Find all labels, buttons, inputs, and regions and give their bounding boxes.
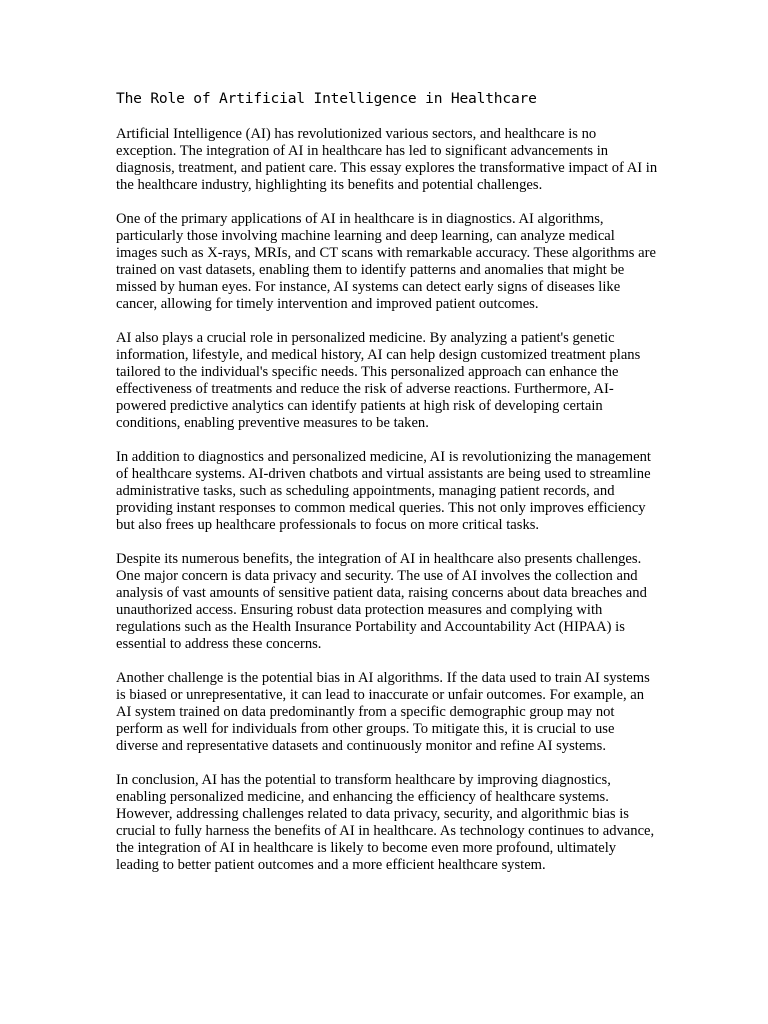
paragraph-healthcare-management: In addition to diagnostics and personalized medicine, AI is revolutionizing the management of healthcare systems. AI-driven chatbots and virtual assistants are being used to streamline administrative tasks, such as scheduling appointments, managing patient records, and providing instant responses to common medical queries. This not only improves efficiency but also frees up healthcare professionals to focus on more critical tasks. [116,449,651,533]
document-title: The Role of Artificial Intelligence in Healthcare [116,90,537,107]
paragraph-diagnostics: One of the primary applications of AI in healthcare is in diagnostics. AI algorithms, particularly those involving machine learning and deep learning, can analyze medical images such as X-rays, MRIs, and CT scans with remarkable accuracy. These algorithms are trained on vast datasets, enabling them to identify patterns and anomalies that might be missed by human eyes. For instance, AI systems can detect early signs of diseases like cancer, allowing for timely intervention and improved patient outcomes. [116,211,656,312]
document-body [116,88,658,891]
paragraph-algorithmic-bias: Another challenge is the potential bias in AI algorithms. If the data used to train AI systems is biased or unrepresentative, it can lead to inaccurate or unfair outcomes. For example, an AI system trained on data predominantly from a specific demographic group may not perform as well for individuals from other groups. To mitigate this, it is crucial to use diverse and representative datasets and continuously monitor and refine AI systems. [116,670,650,754]
paragraph-data-privacy: Despite its numerous benefits, the integration of AI in healthcare also presents challenges. One major concern is data privacy and security. The use of AI involves the collection and analysis of vast amounts of sensitive patient data, raising concerns about data breaches and unauthorized access. Ensuring robust data protection measures and complying with regulations such as the Health Insurance Portability and Accountability Act (HIPAA) is essential to address these concerns. [116,551,647,652]
paragraph-personalized-medicine: AI also plays a crucial role in personalized medicine. By analyzing a patient's genetic information, lifestyle, and medical history, AI can help design customized treatment plans tailored to the individual's specific needs. This personalized approach can enhance the effectiveness of treatments and reduce the risk of adverse reactions. Furthermore, AI-powered predictive analytics can identify patients at high risk of developing certain conditions, enabling preventive measures to be taken. [116,330,641,431]
paragraph-conclusion: In conclusion, AI has the potential to transform healthcare by improving diagnostics, enabling personalized medicine, and enhancing the efficiency of healthcare systems. However, addressing challenges related to data privacy, security, and algorithmic bias is crucial to fully harness the benefits of AI in healthcare. As technology continues to advance, the integration of AI in healthcare is likely to become even more profound, ultimately leading to better patient outcomes and a more efficient healthcare system. [116,772,655,873]
paragraph-introduction: Artificial Intelligence (AI) has revolutionized various sectors, and healthcare is no exception. The integration of AI in healthcare has led to significant advancements in diagnosis, treatment, and patient care. This essay explores the transformative impact of AI in the healthcare industry, highlighting its benefits and potential challenges. [116,126,658,193]
